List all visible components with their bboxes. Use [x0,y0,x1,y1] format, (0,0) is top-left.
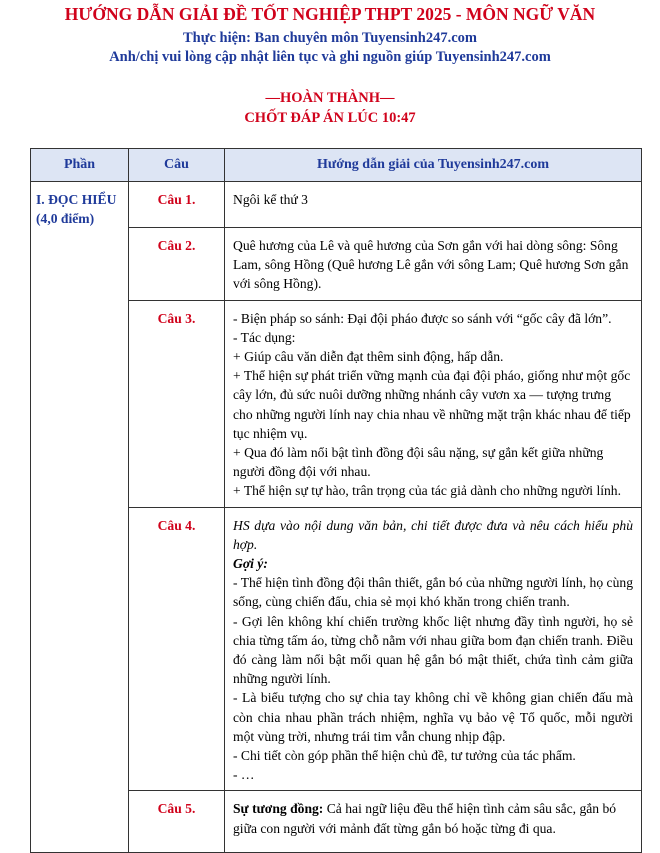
answer-line: + Thể hiện sự phát triển vững mạnh của đại đội pháo, giống như một gốc cây lớn, đủ sức nuôi dưỡng những nhánh cây vươn xa — tượng trưng cho những người lính nay chia nhau về những mặt trận khác nhau để tiếp tục nhiệm vụ. [233,368,631,441]
performer-line: Thực hiện: Ban chuyên môn Tuyensinh247.com [183,30,477,46]
question-label: Câu 3. [129,300,225,507]
question-label: Câu 4. [129,507,225,791]
question-label: Câu 5. [129,791,225,853]
answer-line: - Thể hiện tình đồng đội thân thiết, gắn bó của những người lính, họ cùng sống, cùng chiến đấu, chia sẻ mọi khó khăn trong chiến tranh. [233,575,633,610]
answer-table [30,148,642,853]
answer-cell [225,507,642,791]
part-name: I. ĐỌC HIỂU [36,192,117,207]
answer-line: - Chi tiết còn góp phần thể hiện chủ đề, tư tưởng của tác phẩm. [233,748,576,764]
answer-line: - Biện pháp so sánh: Đại đội pháo được so sánh với “gốc cây đã lớn”. [233,310,612,326]
part-cell [31,182,129,853]
answer-line: - Gợi lên không khí chiến trường khốc liệt nhưng đầy tình người, họ sẻ chia từng tấm áo, từng chỗ nằm với nhau giữa bom đạn chiến tranh. Điều đó càng làm nổi bật mối quan hệ gắn bó mật thiết, chứa tình cảm giữa những người lính. [233,613,633,687]
document-title: HƯỚNG DẪN GIẢI ĐỀ TỐT NGHIỆP THPT 2025 - MÔN NGỮ VĂN [64,4,596,24]
answer-hint: Gợi ý: [233,556,268,572]
status-line: —HOÀN THÀNH— [265,90,395,106]
answer-line: - Tác dụng: [233,329,296,345]
answer-line: + Thể hiện sự tự hào, trân trọng của tác giả dành cho những người lính. [233,483,621,499]
answer-lead: Sự tương đồng: [233,801,324,817]
answer-line: - Là biểu tượng cho sự chia tay không chỉ về không gian chiến đấu mà còn chia nhau phần trách nhiệm, nghĩa vụ bảo vệ Tổ quốc, mỗi người một vùng trời, nhưng trái tim vẫn chung nhịp đập. [233,690,633,744]
answer-cell [225,228,642,301]
answer-line: Quê hương của Lê và quê hương của Sơn gắn với hai dòng sông: Sông Lam, sông Hồng (Quê hương Lê gắn với sông Lam; Quê hương Sơn gắn với sông Hồng). [233,238,629,292]
part-points: (4,0 điểm) [36,211,95,227]
table-row [31,182,642,228]
answer-cell [225,791,642,853]
answer-intro: HS dựa vào nội dung văn bản, chi tiết được đưa và nêu cách hiểu phù hợp. [233,517,633,552]
answer-line: - … [233,767,255,783]
header-guide: Hướng dẫn giải của Tuyensinh247.com [225,149,642,182]
table-header-row [31,149,642,182]
answer-line [233,799,633,837]
header-part: Phần [31,149,129,182]
header-question: Câu [129,149,225,182]
question-label: Câu 1. [129,182,225,228]
answer-cell [225,300,642,507]
answer-line: + Qua đó làm nổi bật tình đồng đội sâu nặng, sự gắn kết giữa những người đồng đội với nhau. [233,445,604,480]
answer-line: Ngôi kể thứ 3 [233,192,308,207]
answer-text: Cả hai ngữ liệu đều thể hiện tình cảm sâu sắc, gắn bó giữa con người với mảnh đất từng gắn bó hoặc từng đi qua. [233,801,617,836]
question-label: Câu 2. [129,228,225,301]
notice-line: Anh/chị vui lòng cập nhật liên tục và ghi nguồn giúp Tuyensinh247.com [109,49,551,65]
answer-line: + Giúp câu văn diễn đạt thêm sinh động, hấp dẫn. [233,349,504,365]
finalized-line: CHỐT ĐÁP ÁN LÚC 10:47 [244,110,416,126]
answer-cell [225,182,642,228]
